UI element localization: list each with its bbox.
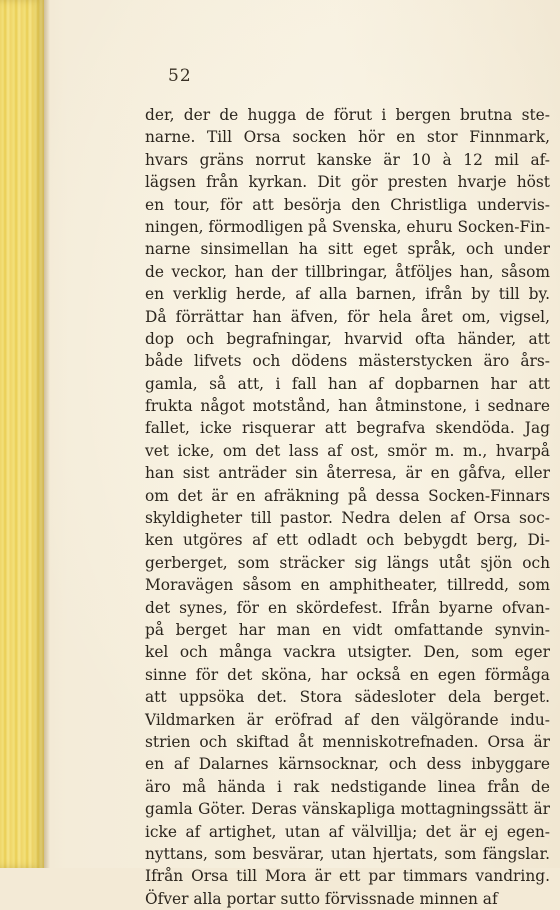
text-line: ken utgöres af ett odladt och bebygdt berg, Di-: [145, 531, 550, 550]
text-line: der, der de hugga de förut i bergen brutna ste-: [145, 106, 550, 124]
text-line: vet icke, om det lass af ost, smör m. m., hvarpå: [145, 441, 550, 460]
text-line: om det är en afräkning på dessa Socken-Finnars: [145, 486, 550, 505]
text-line: fallet, icke risquerar att begrafva skendöda. Jag: [145, 419, 550, 438]
text-line: icke af artighet, utan af välvillja; det är ej egen-: [145, 822, 550, 841]
text-line: det synes, för en skördefest. Ifrån byarne ofvan-: [145, 598, 550, 617]
text-line: att uppsöka det. Stora sädesloter dela berget.: [145, 688, 550, 707]
text-line: nyttans, som besvärar, utan hjertats, som fängslar.: [145, 844, 550, 863]
page-gilt-edge: [0, 0, 44, 868]
page-number: 52: [168, 66, 192, 86]
text-line: en af Dalarnes kärnsocknar, och dess inbyggare: [145, 755, 550, 774]
text-line: gamla Göter. Deras vänskapliga mottagningssätt är: [145, 800, 550, 819]
text-line: narne. Till Orsa socken hör en stor Finnmark,: [145, 128, 550, 147]
text-line: både lifvets och dödens mästerstycken äro års-: [145, 352, 550, 371]
text-line: Öfver alla portar sutto förvissnade minnen af: [145, 889, 498, 908]
text-line: gamla, så att, i fall han af dopbarnen har att: [145, 374, 550, 393]
text-line: dop och begrafningar, hvarvid ofta händer, att: [145, 329, 550, 348]
text-line: hvars gräns norrut kanske är 10 à 12 mil af-: [145, 150, 550, 169]
text-line: frukta något motstånd, han åtminstone, i sednare: [145, 397, 550, 416]
text-line: på berget har man en vidt omfattande synvin-: [145, 620, 550, 639]
text-line: de veckor, han der tillbringar, åtföljes han, såsom: [145, 262, 550, 281]
text-line: Då förrättar han äfven, för hela året om, vigsel,: [145, 307, 550, 326]
text-line: strien och skiftad åt menniskotrefnaden. Orsa är: [145, 732, 550, 751]
page-spine-shadow: [44, 0, 50, 868]
text-line: han sist anträder sin återresa, är en gåfva, eller: [145, 464, 550, 483]
body-text: [145, 104, 550, 910]
text-line: sinne för det sköna, har också en egen förmåga: [145, 665, 550, 684]
text-line: narne sinsimellan ha sitt eget språk, och under: [145, 240, 550, 259]
text-line: en tour, för att besörja den Christliga undervis-: [145, 195, 550, 214]
text-line: kel och många vackra utsigter. Den, som eger: [145, 643, 550, 662]
text-line: Vildmarken är eröfrad af den välgörande indu-: [145, 710, 550, 729]
text-line: en verklig herde, af alla barnen, ifrån by till by.: [145, 285, 550, 304]
text-line: Moravägen såsom en amphitheater, tillredd, som: [145, 576, 550, 595]
text-line: äro må hända i rak nedstigande linea från de: [145, 777, 550, 796]
text-line: Ifrån Orsa till Mora är ett par timmars vandring.: [145, 867, 550, 886]
text-line: skyldigheter till pastor. Nedra delen af Orsa soc-: [145, 509, 550, 528]
text-line: gerberget, som sträcker sig längs utåt sjön och: [145, 553, 550, 572]
text-line: lägsen från kyrkan. Dit gör presten hvarje höst: [145, 173, 550, 192]
text-line: ningen, förmodligen på Svenska, ehuru Socken-Fin-: [145, 217, 551, 236]
